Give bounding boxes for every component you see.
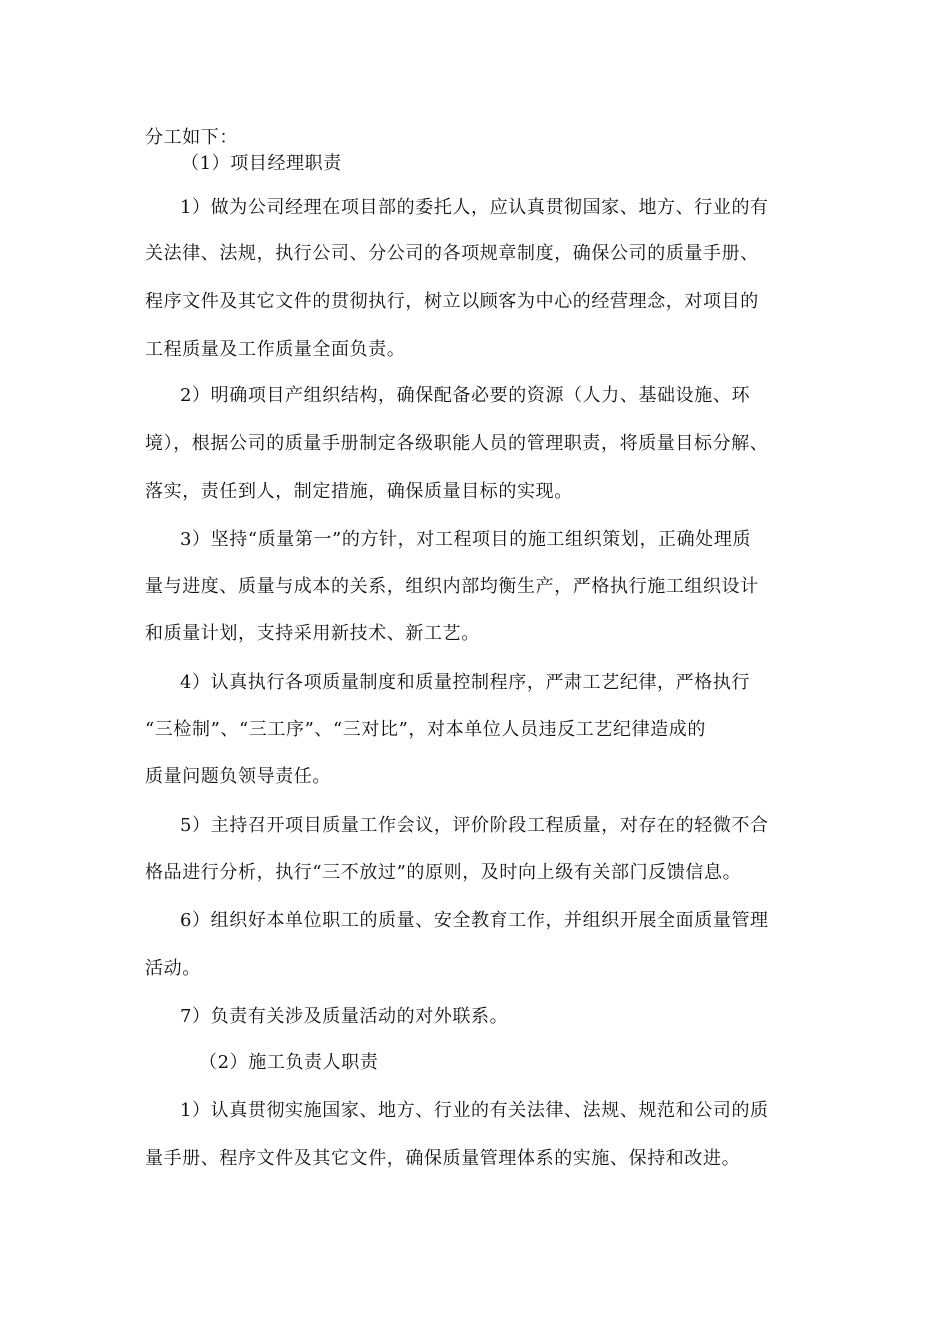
section-heading-2: （2）施工负责人职责	[199, 1052, 379, 1073]
paragraph-line: 程序文件及其它文件的贯彻执行，树立以顾客为中心的经营理念，对项目的	[145, 291, 759, 312]
paragraph-line: 格品进行分析，执行“三不放过”的原则，及时向上级有关部门反馈信息。	[145, 862, 742, 883]
paragraph-line: 量手册、程序文件及其它文件，确保质量管理体系的实施、保持和改进。	[145, 1148, 741, 1169]
paragraph-line: 3）坚持“质量第一”的方针，对工程项目的施工组织策划，正确处理质	[180, 529, 752, 550]
paragraph-line: “三检制”、“三工序”、“三对比”，对本单位人员违反工艺纪律造成的	[145, 719, 707, 740]
paragraph-line: 1）认真贯彻实施国家、地方、行业的有关法律、法规、规范和公司的质	[180, 1100, 769, 1121]
paragraph-line: 量与进度、质量与成本的关系，组织内部均衡生产，严格执行施工组织设计	[145, 576, 759, 597]
paragraph-line: 5）主持召开项目质量工作会议，评价阶段工程质量，对存在的轻微不合	[180, 815, 769, 836]
section-heading-1: （1）项目经理职责	[181, 153, 342, 174]
paragraph-line: 6）组织好本单位职工的质量、安全教育工作，并组织开展全面质量管理	[180, 910, 769, 931]
paragraph-line: 活动。	[145, 958, 201, 979]
paragraph-line: 落实，责任到人，制定措施，确保质量目标的实现。	[145, 481, 573, 502]
paragraph-line: 质量问题负领导责任。	[145, 766, 331, 787]
paragraph-line: 境），根据公司的质量手册制定各级职能人员的管理职责，将质量目标分解、	[145, 433, 769, 454]
paragraph-line: 7）负责有关涉及质量活动的对外联系。	[180, 1006, 509, 1027]
intro-text: 分工如下：	[145, 127, 238, 148]
paragraph-line: 1）做为公司经理在项目部的委托人，应认真贯彻国家、地方、行业的有	[180, 197, 769, 218]
paragraph-line: 2）明确项目产组织结构，确保配备必要的资源（人力、基础设施、环	[180, 385, 751, 406]
paragraph-line: 4）认真执行各项质量制度和质量控制程序，严肃工艺纪律，严格执行	[180, 672, 751, 693]
paragraph-line: 工程质量及工作质量全面负责。	[145, 339, 406, 360]
paragraph-line: 关法律、法规，执行公司、分公司的各项规章制度，确保公司的质量手册、	[145, 243, 759, 264]
paragraph-line: 和质量计划，支持采用新技术、新工艺。	[145, 623, 480, 644]
